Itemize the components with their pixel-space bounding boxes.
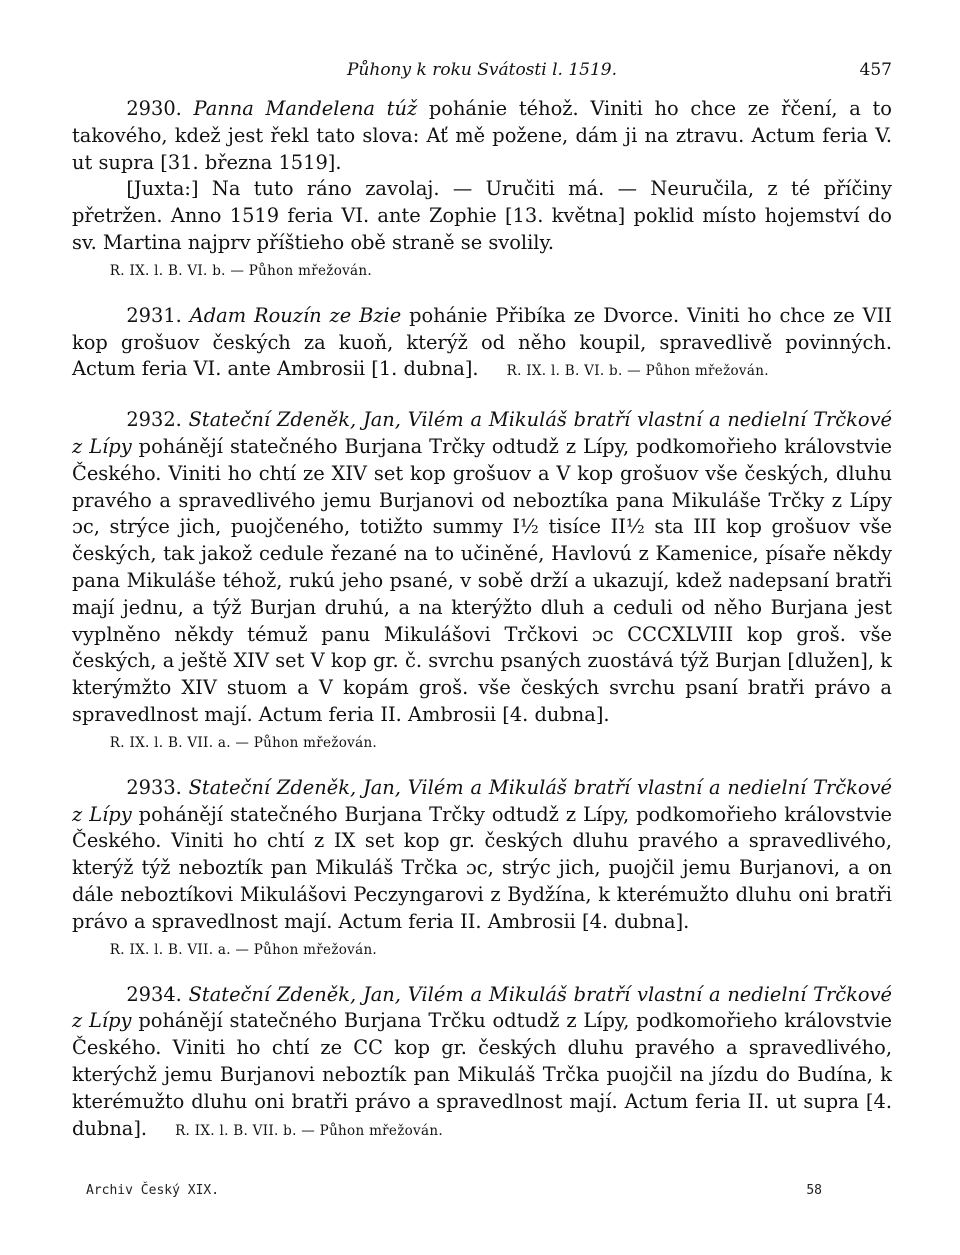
entry-reference: R. IX. l. B. VI. b. — Půhon mřežován. [109, 262, 372, 279]
entry-parties: Stateční Zdeněk, Jan, Vilém a Mikuláš bratří vlastní a nedielní Trčkové z Lípy [72, 775, 892, 826]
entry-gap [72, 960, 892, 982]
signature-right: 58 [806, 1183, 822, 1198]
entry-parties: Stateční Zdeněk, Jan, Vilém a Mikuláš bratří vlastní a nedielní Trčkové z Lípy [72, 408, 892, 458]
page [72, 60, 892, 1144]
entry-body: pohánějí statečného Burjana Trčky odtudž z Lípy, podkomořieho královstvie Českého. Viniti ho chtí z IX set kop gr. českých dluhu pravého a spravedlivého, kterýž týž neboztík pan Mikuláš Trčka ɔc, strýc jich, puojčil jemu Burjanovi, a on dále neboztíkovi Mikulášovi Peczyngarovi z Bydžína, k kterémužto dluhu oni bratři právo a spravedlnost mají. Actum feria II. Ambrosii [4. dubna]. [72, 802, 892, 933]
entry-parties: Adam Rouzín ze Bzie [189, 303, 402, 327]
entry-text [72, 303, 892, 385]
entry-text [72, 982, 892, 1145]
signature-left: Archiv Český XIX. [86, 1183, 220, 1198]
entry-text [72, 96, 892, 176]
entry-2932 [72, 407, 892, 753]
entry-reference: R. IX. l. B. VII. a. — Půhon mřežován. [109, 941, 378, 958]
entry-text [72, 775, 892, 936]
entry-body: pohánie téhož. Viniti ho chce ze řčení, a to takového, kdež jest řekl tato slova: Ať mě požene, dám ji na ztravu. Actum feria V. ut supra [31. března 1519]. [72, 97, 892, 174]
entry-parties: Panna Mandelena túž [193, 97, 418, 120]
entry-number: 2934. [126, 982, 182, 1006]
entry-2934 [72, 982, 892, 1145]
entry-body: pohánějí statečného Burjana Trčky odtudž z Lípy, podkomořieho královstvie Českého. Viniti ho chtí ze XIV set kop grošuov a V kop grošuov vše českých, dluhu pravého a spravedlivého jemu Burjanovi od neboztíka pana Mikuláše Trčky z Lípy ɔc, strýce jich, puojčeného, totižto summy I½ tisíce II½ sta III kop grošuov vše českých, tak jakož cedule řezané na to učiněné, Havlovú z Kamenice, písaře někdy pana Mikuláše téhož, rukú jeho psané, v sobě drží a ukazují, kdež nadepsaní bratři mají jednu, a týž Burjan druhú, a na kterýžto dluh a ceduli od něho Burjana jest vyplněno někdy témuž panu Mikulášovi Trčkovi ɔc CCCXLVIII kop groš. vše českých, a ještě XIV set V kop gr. č. svrchu psaných zuostává týž Burjan [dlužen], k kterýmžto XIV stuom a V kopám groš. vše českých svrchu psaní bratři právo a spravedlnost mají. Actum feria II. Ambrosii [4. dubna]. [72, 434, 892, 726]
entry-2931 [72, 303, 892, 385]
entry-reference: R. IX. l. B. VII. a. — Půhon mřežován. [109, 734, 378, 751]
entry-number: 2931. [126, 303, 182, 327]
running-head [72, 60, 892, 96]
entry-text [72, 407, 892, 729]
entry-gap [72, 281, 892, 303]
page-footer [86, 1183, 822, 1198]
entry-reference: R. IX. l. B. VII. b. — Půhon mřežován. [175, 1122, 443, 1139]
entry-parties: Stateční Zdeněk, Jan, Vilém a Mikuláš bratří vlastní a nedielní Trčkové z Lípy [72, 982, 892, 1033]
entry-gap [72, 385, 892, 407]
entry-number: 2930. [126, 97, 182, 120]
running-title: Půhony k roku Svátosti l. 1519. [346, 60, 617, 80]
entry-body: pohánějí statečného Burjana Trčku odtudž z Lípy, podkomořieho královstvie Českého. Viniti ho chtí ze CC kop gr. českých dluhu pravého a spravedlivého, kterýchž jemu Burjanovi neboztík pan Mikuláš Trčka puojčil na jízdu do Budína, k kterémužto dluhu oni bratři právo a spravedlnost mají. Actum feria II. ut supra [4. dubna]. [72, 1009, 893, 1140]
entry-gap [72, 753, 892, 775]
page-number: 457 [859, 60, 892, 80]
entry-body: pohánie Přibíka ze Dvorce. Viniti ho chce ze VII kop grošuov českých za kuoň, kterýž od něho koupil, spravedlivě povinných. Actum feria VI. ante Ambrosii [1. dubna]. [72, 303, 892, 381]
entry-number: 2933. [126, 775, 182, 799]
entry-reference: R. IX. l. B. VI. b. — Půhon mřežován. [506, 363, 769, 380]
entry-note: [Juxta:] Na tuto ráno zavolaj. — Uručiti má. — Neuručila, z té příčiny přetržen. Anno 1519 feria VI. ante Zophie [13. května] poklid místo hojemství do sv. Martina najprv příštieho obě straně se svolily. [72, 177, 892, 254]
entry-2933 [72, 775, 892, 960]
entry-2930 [72, 96, 892, 281]
entry-number: 2932. [126, 408, 182, 432]
